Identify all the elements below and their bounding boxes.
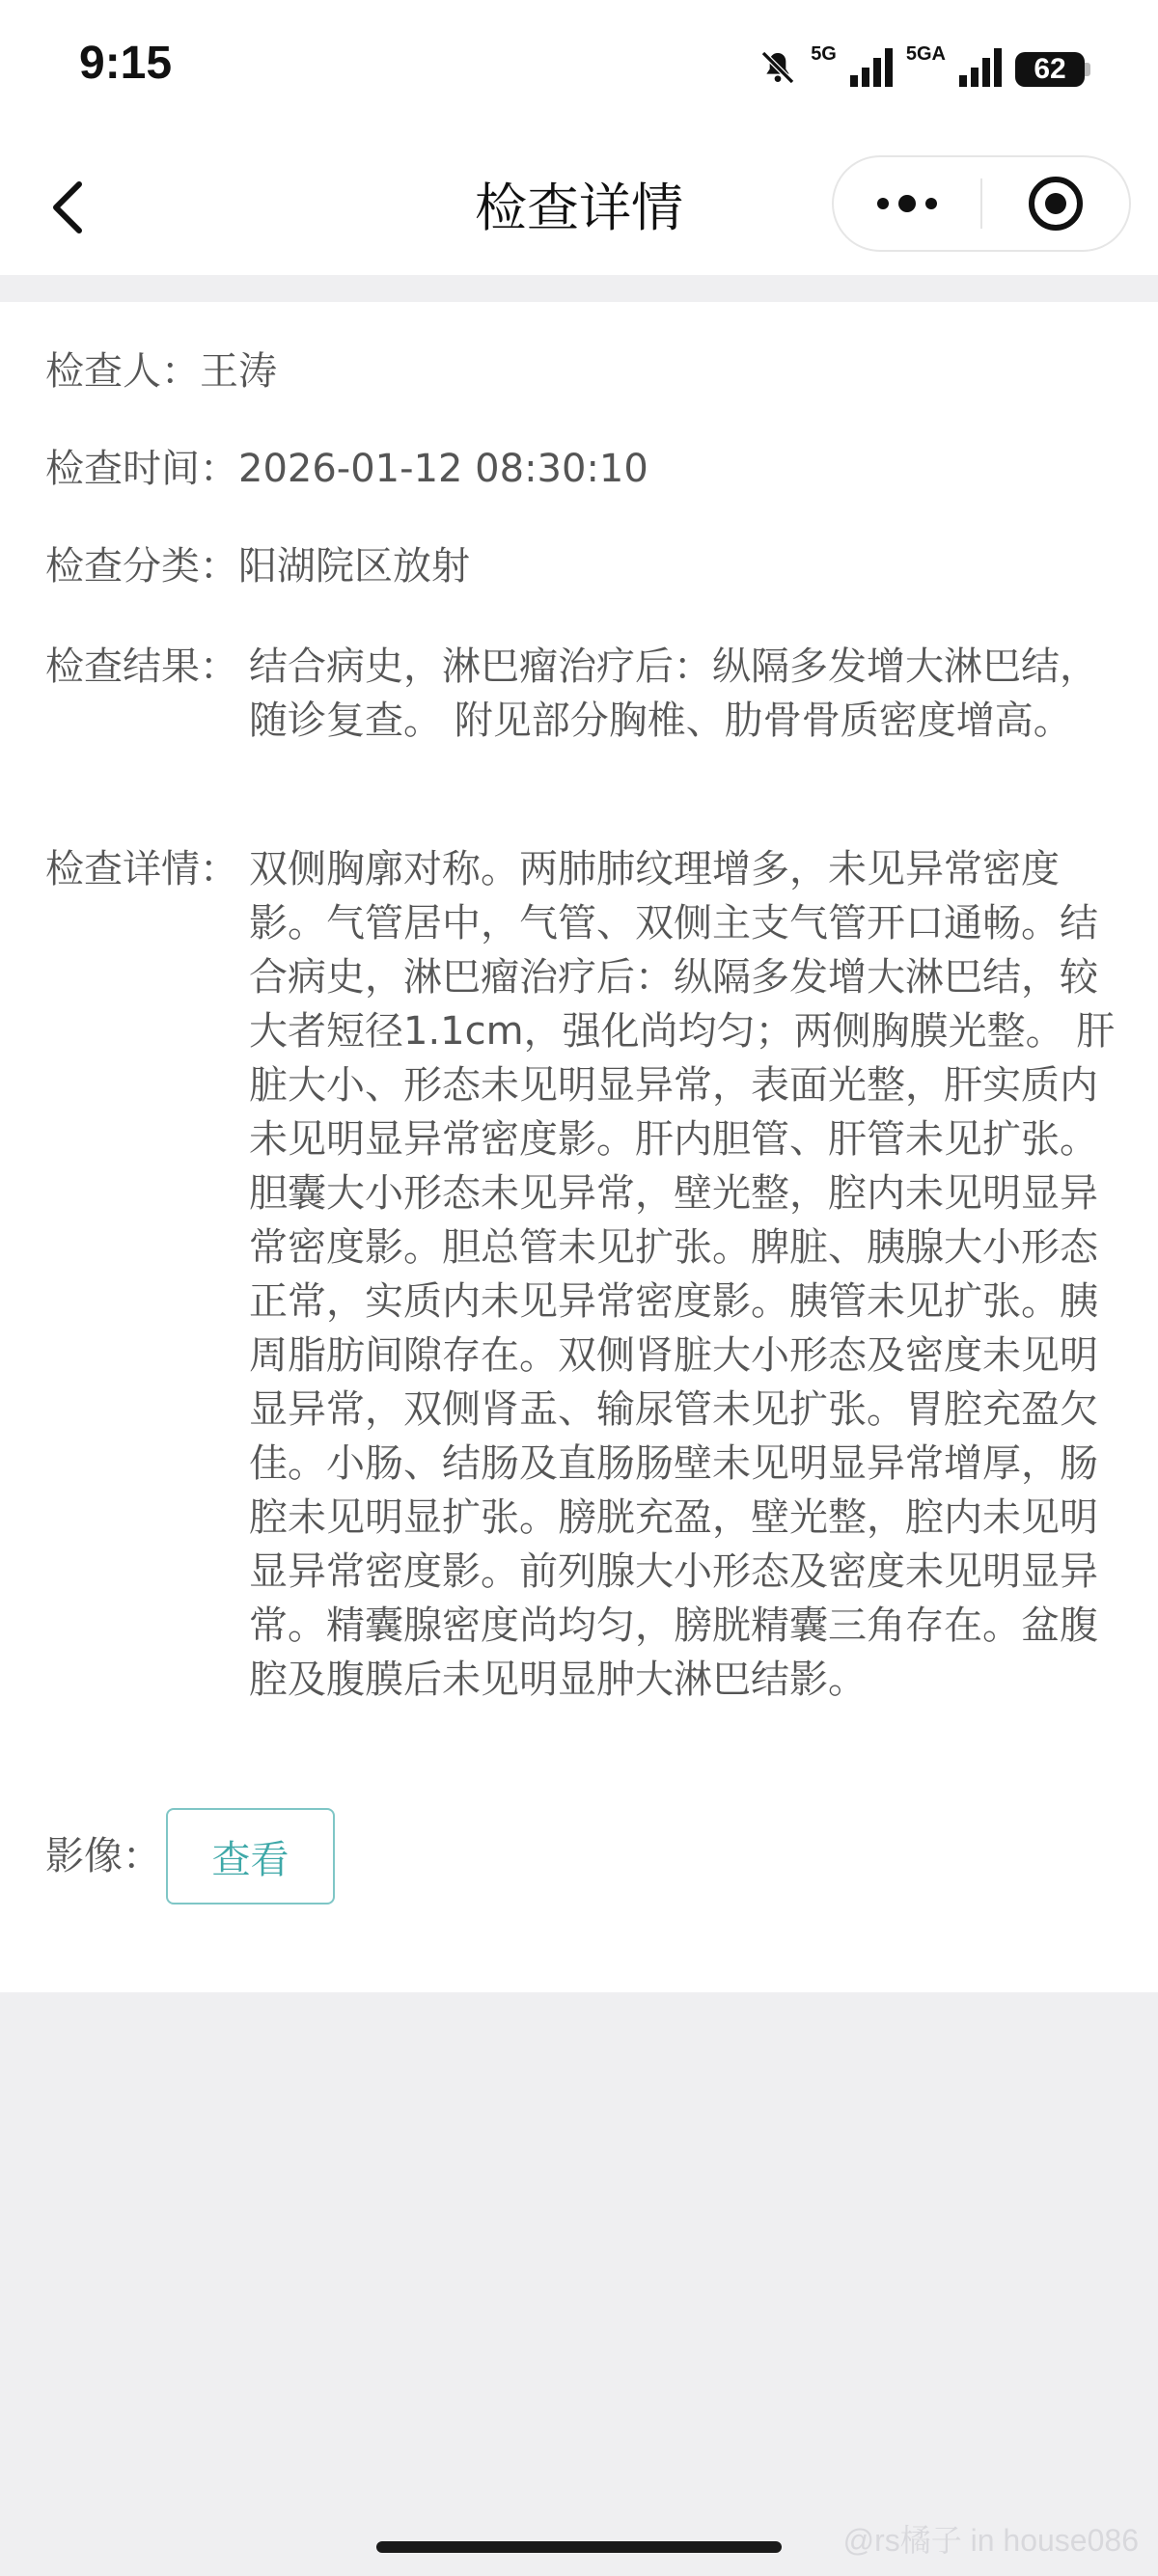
network-label-5ga: 5GA (905, 42, 946, 65)
mini-program-capsule (832, 155, 1131, 252)
page-title: 检查详情 (475, 178, 683, 238)
watermark: @rs橘子 in house086 (842, 2523, 1139, 2558)
examiner-label: 检查人： (45, 349, 200, 394)
result-value: 结合病史，淋巴瘤治疗后：纵隔多发增大淋巴结，随诊复查。 附见部分胸椎、肋骨骨质密度增高。 (249, 644, 1098, 743)
field-detail (45, 842, 1119, 1707)
examiner-value: 王涛 (200, 349, 277, 394)
bell-muted-icon (758, 48, 797, 91)
exam-detail-card (0, 302, 1158, 1992)
signal-icon (959, 48, 1002, 91)
more-button[interactable] (834, 157, 980, 250)
image-label: 影像： (45, 1834, 161, 1878)
view-image-button[interactable]: 查看 (166, 1808, 335, 1905)
network-label-5g: 5G (811, 42, 837, 65)
field-examiner (45, 344, 1119, 398)
field-result (45, 640, 1119, 748)
detail-value: 双侧胸廓对称。两肺肺纹理增多，未见异常密度影。气管居中，气管、双侧主支气管开口通畅。结合病史，淋巴瘤治疗后：纵隔多发增大淋巴结，较大者短径1.1cm，强化尚均匀；两侧胸膜光整。 肝脏大小、形态未见明显异常，表面光整，肝实质内未见明显异常密度影。肝内胆管、肝管未见扩张。胆囊大小形态未见异常，壁光整，腔内未见明显异常密度影。胆总管未见扩张。脾脏、胰腺大小形态正常，实质内未见异常密度影。胰管未见扩张。胰周脂肪间隙存在。双侧肾脏大小形态及密度未见明显异常，双侧肾盂、输尿管未见扩张。胃腔充盈欠佳。小肠、结肠及直肠肠壁未见明显异常增厚，肠腔未见明显扩张。膀胱充盈，壁光整，腔内未见明显异常密度影。前列腺大小形态及密度未见明显异常。精囊腺密度尚均匀，膀胱精囊三角存在。盆腹腔及腹膜后未见明显肿大淋巴结影。 (249, 847, 1116, 1702)
battery-level: 62 (1015, 52, 1085, 87)
target-icon (1027, 175, 1085, 233)
category-label: 检查分类： (45, 544, 238, 589)
battery-icon (1015, 52, 1090, 87)
section-separator (0, 275, 1158, 302)
status-time: 9:15 (79, 38, 173, 89)
category-value: 阳湖院区放射 (238, 544, 470, 589)
field-category (45, 539, 1119, 593)
detail-label: 检查详情： (45, 847, 238, 891)
more-dots-icon (873, 192, 941, 215)
result-label: 检查结果： (45, 644, 238, 689)
status-bar (0, 0, 1158, 140)
close-button[interactable] (982, 157, 1129, 250)
exam-time-value: 2026-01-12 08:30:10 (238, 447, 648, 491)
exam-time-label: 检查时间： (45, 447, 238, 491)
signal-icon (850, 48, 893, 91)
field-exam-time (45, 442, 1119, 496)
nav-bar (0, 140, 1158, 275)
home-indicator[interactable] (376, 2541, 782, 2553)
status-icons (758, 41, 1090, 98)
